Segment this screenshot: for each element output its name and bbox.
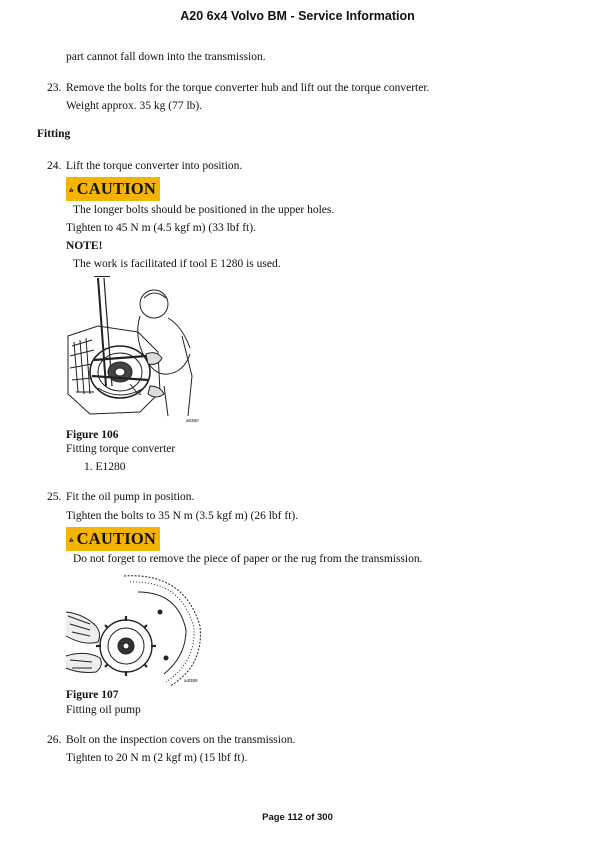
- figure-107-code: a4l389: [184, 678, 198, 683]
- note-text: The work is facilitated if tool E 1280 is used.: [73, 258, 281, 270]
- step-25-number: 25.: [47, 491, 62, 503]
- figure-107-label: Figure 107: [66, 689, 119, 701]
- caution-banner-2: [66, 527, 160, 551]
- figure-107-caption: Fitting oil pump: [66, 704, 141, 716]
- step-26-number: 26.: [47, 734, 62, 746]
- warning-triangle-icon: [69, 531, 74, 548]
- caution-banner-1: [66, 177, 160, 201]
- step-23-weight: Weight approx. 35 kg (77 lb).: [66, 100, 203, 112]
- caution-label-1: CAUTION: [76, 179, 156, 198]
- step-26-text: Bolt on the inspection covers on the transmission.: [66, 734, 296, 746]
- warning-triangle-icon: [69, 181, 74, 198]
- figure-106-label: Figure 106: [66, 429, 119, 441]
- figure-106-caption: Fitting torque converter: [66, 443, 176, 455]
- step-24-number: 24.: [47, 160, 62, 172]
- caution-text-1: The longer bolts should be positioned in the upper holes.: [73, 204, 335, 216]
- step-25-text: Fit the oil pump in position.: [66, 491, 195, 503]
- page-footer-number: Page 112 of 300: [262, 812, 333, 823]
- figure-106-code: a6380: [186, 418, 199, 423]
- continuation-text: part cannot fall down into the transmission.: [66, 51, 266, 63]
- page-header-title: A20 6x4 Volvo BM - Service Information: [180, 9, 415, 23]
- step-25-torque: Tighten the bolts to 35 N m (3.5 kgf m) (26 lbf ft).: [66, 510, 299, 522]
- step-26-torque: Tighten to 20 N m (2 kgf m) (15 lbf ft).: [66, 752, 248, 764]
- figure-106-legend-item: 1. E1280: [84, 461, 126, 473]
- step-24-text: Lift the torque converter into position.: [66, 160, 243, 172]
- figure-106-image: [64, 276, 204, 426]
- caution-text-2: Do not forget to remove the piece of paper or the rug from the transmission.: [73, 553, 423, 565]
- section-title-fitting: Fitting: [37, 128, 71, 140]
- step-23-number: 23.: [47, 82, 62, 94]
- figure-106-callout: 1: [138, 390, 142, 397]
- caution-label-2: CAUTION: [76, 529, 156, 548]
- step-24-torque: Tighten to 45 N m (4.5 kgf m) (33 lbf ft).: [66, 222, 256, 234]
- step-23-text: Remove the bolts for the torque converter hub and lift out the torque converter.: [66, 82, 430, 94]
- note-label: NOTE!: [66, 240, 103, 252]
- figure-107-image: [64, 572, 206, 688]
